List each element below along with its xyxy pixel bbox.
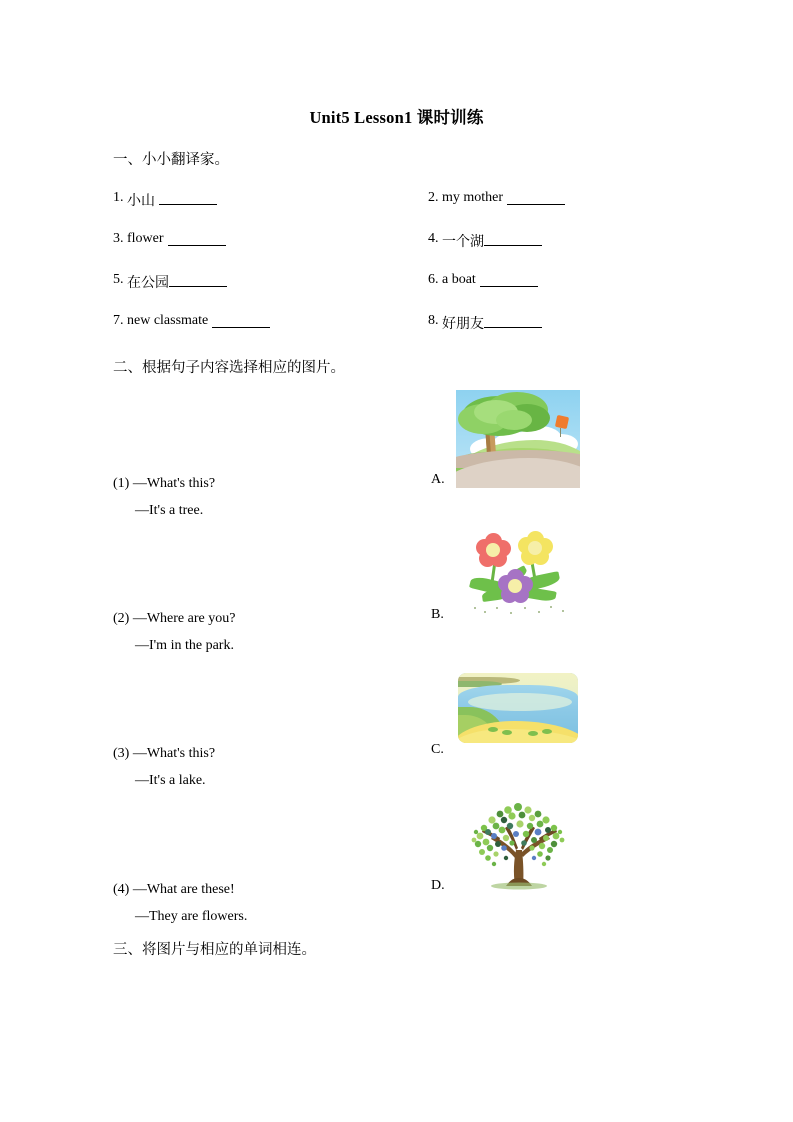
water-reflection bbox=[468, 693, 572, 711]
ground-speck bbox=[550, 606, 552, 608]
question-prompt: —What's this? bbox=[132, 746, 216, 761]
park-tree-path-picture bbox=[456, 390, 580, 488]
ground-speck bbox=[496, 607, 498, 609]
flower-center bbox=[508, 579, 522, 593]
translation-row bbox=[113, 231, 673, 272]
shore-weed bbox=[488, 727, 498, 732]
tree-canopy bbox=[496, 410, 532, 430]
ground-speck bbox=[524, 607, 526, 609]
kite-icon bbox=[555, 415, 569, 429]
ground-speck bbox=[538, 611, 540, 613]
flower-center bbox=[528, 541, 542, 555]
question-prompt: —What's this? bbox=[132, 476, 216, 491]
shore-weed bbox=[542, 729, 552, 734]
ground-speck bbox=[510, 612, 512, 614]
translation-item-8 bbox=[428, 313, 673, 354]
question-number: (1) bbox=[113, 476, 130, 491]
translation-item-3 bbox=[113, 231, 428, 272]
section-three-heading: 三、将图片与相应的单词相连。 bbox=[113, 942, 316, 958]
option-label-c: C. bbox=[431, 742, 444, 757]
translation-row bbox=[113, 190, 673, 231]
answer-blank[interactable] bbox=[480, 272, 538, 287]
ground-speck bbox=[562, 610, 564, 612]
item-number: 6. bbox=[428, 272, 439, 287]
shore-weed bbox=[528, 731, 538, 736]
ground-speck bbox=[484, 611, 486, 613]
option-label-a: A. bbox=[431, 472, 445, 487]
question-line bbox=[113, 740, 215, 767]
item-number: 3. bbox=[113, 231, 124, 246]
option-label-b: B. bbox=[431, 607, 444, 622]
item-text: 小山 bbox=[127, 194, 155, 209]
item-text: my mother bbox=[442, 190, 504, 205]
yellow-flower-icon bbox=[518, 531, 552, 565]
item-number: 8. bbox=[428, 313, 439, 328]
red-flower-icon bbox=[476, 533, 510, 567]
item-number: 1. bbox=[113, 190, 124, 205]
question-line bbox=[113, 605, 235, 632]
item-number: 5. bbox=[113, 272, 124, 287]
matching-question-2 bbox=[113, 605, 235, 660]
question-number: (3) bbox=[113, 746, 130, 761]
translation-item-2 bbox=[428, 190, 673, 231]
item-number: 2. bbox=[428, 190, 439, 205]
ground-speck bbox=[474, 607, 476, 609]
question-line bbox=[113, 876, 247, 903]
answer-blank[interactable] bbox=[169, 272, 227, 287]
answer-blank[interactable] bbox=[159, 190, 217, 205]
answer-blank[interactable] bbox=[212, 313, 270, 328]
answer-line: —I'm in the park. bbox=[135, 638, 234, 654]
translation-exercise bbox=[113, 190, 673, 354]
leafy-tree-illustration bbox=[460, 798, 578, 890]
translation-row bbox=[113, 272, 673, 313]
section-one-heading: 一、小小翻译家。 bbox=[113, 152, 229, 168]
item-text: flower bbox=[127, 231, 164, 246]
question-number: (4) bbox=[113, 882, 130, 897]
purple-flower-icon bbox=[498, 569, 532, 603]
matching-question-3 bbox=[113, 740, 215, 795]
kite-tail bbox=[560, 428, 561, 437]
translation-item-5 bbox=[113, 272, 428, 313]
answer-line: —It's a lake. bbox=[135, 773, 206, 789]
question-number: (2) bbox=[113, 611, 130, 626]
translation-item-1 bbox=[113, 190, 428, 231]
flower-center bbox=[486, 543, 500, 557]
leafy-tree-picture bbox=[460, 798, 578, 890]
item-text: new classmate bbox=[127, 313, 209, 328]
item-text: 一个湖 bbox=[442, 235, 484, 250]
answer-line: —It's a tree. bbox=[135, 503, 204, 519]
section-two-heading: 二、根据句子内容选择相应的图片。 bbox=[113, 360, 345, 376]
item-text: 好朋友 bbox=[442, 317, 484, 332]
answer-blank[interactable] bbox=[168, 231, 226, 246]
translation-item-4 bbox=[428, 231, 673, 272]
answer-blank[interactable] bbox=[484, 313, 542, 328]
question-prompt: —Where are you? bbox=[132, 611, 236, 626]
shore-weed bbox=[502, 730, 512, 735]
answer-blank[interactable] bbox=[484, 231, 542, 246]
three-flowers-picture bbox=[458, 527, 578, 619]
page-title: Unit5 Lesson1 课时训练 bbox=[309, 108, 484, 127]
translation-item-7 bbox=[113, 313, 428, 354]
question-line bbox=[113, 470, 215, 497]
item-number: 7. bbox=[113, 313, 124, 328]
item-text: 在公园 bbox=[127, 276, 169, 291]
answer-line: —They are flowers. bbox=[135, 909, 248, 925]
answer-blank[interactable] bbox=[507, 190, 565, 205]
question-prompt: —What are these! bbox=[132, 882, 235, 897]
item-number: 4. bbox=[428, 231, 439, 246]
translation-row bbox=[113, 313, 673, 354]
lake-shore-picture bbox=[458, 673, 578, 743]
item-text: a boat bbox=[442, 272, 476, 287]
translation-item-6 bbox=[428, 272, 673, 313]
matching-question-1 bbox=[113, 470, 215, 525]
option-label-d: D. bbox=[431, 878, 445, 893]
matching-question-4 bbox=[113, 876, 247, 931]
